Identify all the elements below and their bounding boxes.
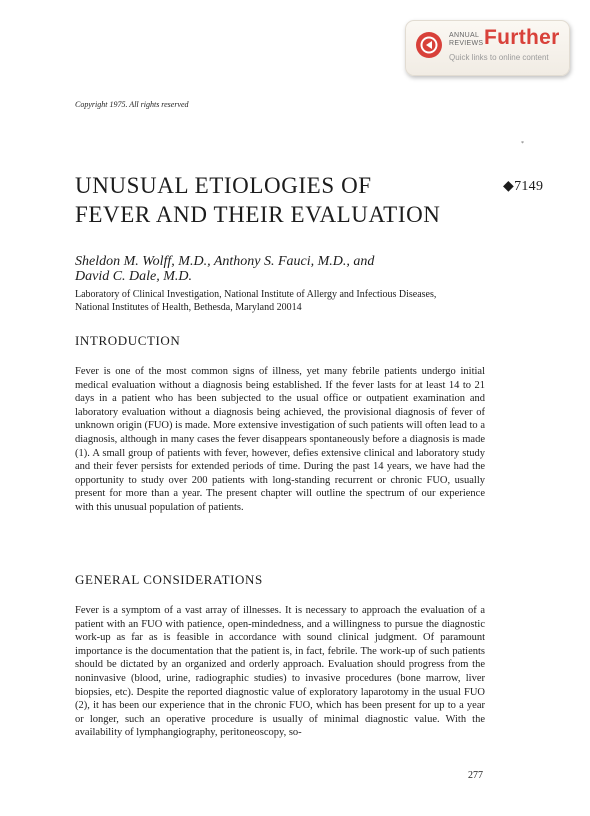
section-heading-introduction: INTRODUCTION — [75, 333, 181, 348]
badge-reviews-label: REVIEWS — [449, 40, 484, 47]
author-line: Sheldon M. Wolff, M.D., Anthony S. Fauci, M.D., and — [75, 254, 375, 269]
section-body-general-considerations: Fever is a symptom of a vast array of illnesses. It is necessary to approach the evaluation of a patient with an FUO with patience, open-mindedness, and a willingness to pursue the diagnostic work-up as far as is feasible in accordance with sound clinical judgment. Of paramount importance is the documentation that the patient is, in fact, febrile. The work-up of such patients should be dictated by an organized and orderly approach. Evaluation should progress from the noninvasive (blood, urine, radiographic studies) to invasive procedures (bone marrow, liver biopsies, etc). Despite the reported diagnostic value of exploratory laparotomy in the usual FUO (2), it has been our experience that in the chronic FUO, which has been present for up to a year or longer, such an operative procedure is usually of minimal diagnostic value. With the availability of lymphangiography, peritoneoscopy, so- — [75, 605, 485, 739]
title-line: FEVER AND THEIR EVALUATION — [75, 202, 441, 227]
corner-mark: * — [521, 141, 524, 147]
affiliation — [75, 288, 436, 314]
title-line: UNUSUAL ETIOLOGIES OF — [75, 173, 372, 198]
article-title — [75, 171, 441, 229]
copyright-notice: Copyright 1975. All rights reserved — [75, 100, 189, 109]
badge-further-label: Further — [484, 26, 560, 49]
play-arrow-icon — [415, 31, 443, 59]
author-list — [75, 254, 374, 284]
section-body-introduction: Fever is one of the most common signs of illness, yet many febrile patients undergo initial medical evaluation without a diagnosis being established. If the fever lasts for at least 14 to 21 days in a patient who has been subjected to the usual office or outpatient examination and laboratory evaluation without a diagnosis being achieved, the provisional diagnosis of fever of unknown origin (FUO) is made. More extensive investigation of such patients will often lead to a diagnosis, although in many cases the fever disappears spontaneously before a diagnosis is made (1). A small group of patients with fever, however, defies extensive clinical and laboratory study and their fever persists for extended periods of time. During the past 14 years, we have had the opportunity to study over 200 patients with long-standing recurrent or chronic FUO, usually present for more than a year. The present chapter will outline the spectrum of our experience with this unusual population of patients. — [75, 366, 485, 513]
badge-subtitle: Quick links to online content — [449, 53, 549, 62]
badge-annual-label: ANNUAL — [449, 32, 480, 39]
page-number: 277 — [468, 770, 483, 781]
affiliation-line: National Institutes of Health, Bethesda, Maryland 20014 — [75, 302, 302, 313]
reference-number: ◆7149 — [503, 179, 544, 194]
further-badge[interactable] — [405, 20, 570, 76]
affiliation-line: Laboratory of Clinical Investigation, National Institute of Allergy and Infectious Diseases, — [75, 289, 437, 300]
section-heading-general-considerations: GENERAL CONSIDERATIONS — [75, 572, 263, 587]
author-line: David C. Dale, M.D. — [75, 269, 193, 284]
